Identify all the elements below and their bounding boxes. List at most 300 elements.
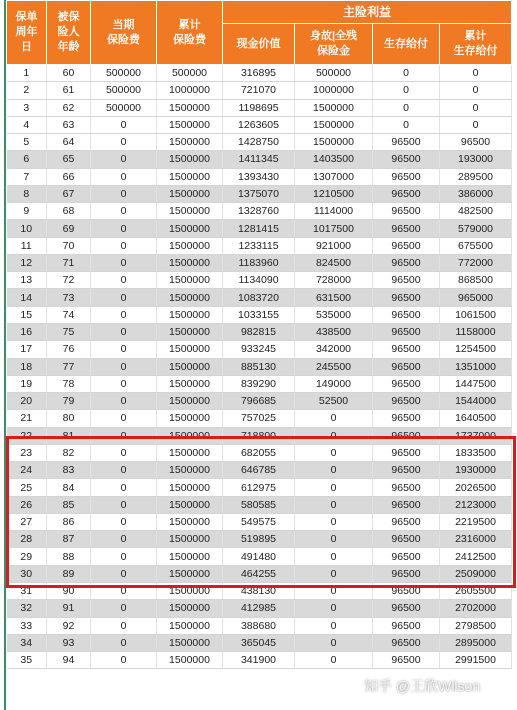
- cell-cumulative-survival: 2509000: [440, 565, 512, 582]
- cell-cumulative-premium: 1500000: [157, 185, 223, 202]
- cell-survival-benefit: 96500: [373, 203, 440, 220]
- cell-policy-year: 8: [7, 185, 47, 202]
- cell-death-disability: 631500: [295, 289, 373, 306]
- cell-current-premium: 0: [91, 496, 157, 513]
- cell-current-premium: 0: [91, 254, 157, 271]
- cell-insured-age: 85: [47, 496, 91, 513]
- cell-insured-age: 60: [47, 65, 91, 82]
- cell-cumulative-survival: 2123000: [440, 496, 512, 513]
- cell-cash-value: 388680: [223, 617, 295, 634]
- cell-survival-benefit: 96500: [373, 582, 440, 599]
- cell-survival-benefit: 96500: [373, 617, 440, 634]
- cell-current-premium: 0: [91, 220, 157, 237]
- benefit-table: [6, 0, 512, 669]
- cell-cumulative-survival: 2219500: [440, 513, 512, 530]
- cell-cumulative-premium: 1500000: [157, 168, 223, 185]
- cell-policy-year: 23: [7, 444, 47, 461]
- cell-cash-value: 718800: [223, 427, 295, 444]
- cell-cash-value: 682055: [223, 444, 295, 461]
- header-death-disability: 身故|全残 保险金: [295, 24, 373, 65]
- header-main-benefits: 主险利益: [223, 1, 512, 24]
- cell-insured-age: 72: [47, 272, 91, 289]
- cell-cumulative-premium: 500000: [157, 65, 223, 82]
- cell-cumulative-premium: 1500000: [157, 652, 223, 669]
- cell-cumulative-premium: 1500000: [157, 531, 223, 548]
- header-insured-age: 被保 险人 年龄: [47, 1, 91, 65]
- cell-death-disability: 535000: [295, 306, 373, 323]
- cell-survival-benefit: 96500: [373, 168, 440, 185]
- cell-cumulative-premium: 1500000: [157, 151, 223, 168]
- cell-current-premium: 0: [91, 634, 157, 651]
- cell-current-premium: 0: [91, 185, 157, 202]
- cell-insured-age: 63: [47, 116, 91, 133]
- cell-cumulative-premium: 1500000: [157, 358, 223, 375]
- cell-death-disability: 1017500: [295, 220, 373, 237]
- cell-current-premium: 0: [91, 444, 157, 461]
- cell-policy-year: 25: [7, 479, 47, 496]
- cell-insured-age: 76: [47, 341, 91, 358]
- cell-cumulative-survival: 1158000: [440, 323, 512, 340]
- cell-policy-year: 9: [7, 203, 47, 220]
- cell-insured-age: 87: [47, 531, 91, 548]
- table-row: [7, 410, 512, 427]
- cell-cash-value: 341900: [223, 652, 295, 669]
- cell-cumulative-survival: 772000: [440, 254, 512, 271]
- cell-current-premium: 0: [91, 237, 157, 254]
- cell-death-disability: 0: [295, 531, 373, 548]
- cell-cash-value: 316895: [223, 65, 295, 82]
- watermark: 知乎 @王欣Wilson: [364, 678, 481, 694]
- header-cash-value: 现金价值: [223, 24, 295, 65]
- cell-death-disability: 0: [295, 565, 373, 582]
- table-row: [7, 462, 512, 479]
- cell-cumulative-survival: 868500: [440, 272, 512, 289]
- cell-current-premium: 0: [91, 548, 157, 565]
- cell-cash-value: 1033155: [223, 306, 295, 323]
- cell-policy-year: 1: [7, 65, 47, 82]
- cell-cash-value: 1375070: [223, 185, 295, 202]
- cell-current-premium: 500000: [91, 99, 157, 116]
- cell-cumulative-premium: 1500000: [157, 116, 223, 133]
- cell-cumulative-survival: 2798500: [440, 617, 512, 634]
- table-row: [7, 341, 512, 358]
- cell-cumulative-premium: 1500000: [157, 134, 223, 151]
- cell-policy-year: 19: [7, 375, 47, 392]
- table-row: [7, 323, 512, 340]
- cell-cumulative-survival: 1351000: [440, 358, 512, 375]
- cell-survival-benefit: 96500: [373, 306, 440, 323]
- cell-cash-value: 933245: [223, 341, 295, 358]
- table-body: [7, 65, 512, 669]
- cell-cumulative-survival: 1447500: [440, 375, 512, 392]
- cell-survival-benefit: 96500: [373, 565, 440, 582]
- cell-policy-year: 14: [7, 289, 47, 306]
- cell-cash-value: 646785: [223, 462, 295, 479]
- cell-current-premium: 0: [91, 513, 157, 530]
- cell-survival-benefit: 96500: [373, 600, 440, 617]
- cell-cash-value: 1411345: [223, 151, 295, 168]
- cell-insured-age: 88: [47, 548, 91, 565]
- cell-cumulative-premium: 1500000: [157, 254, 223, 271]
- cell-survival-benefit: 96500: [373, 496, 440, 513]
- cell-current-premium: 0: [91, 565, 157, 582]
- cell-policy-year: 33: [7, 617, 47, 634]
- cell-policy-year: 28: [7, 531, 47, 548]
- cell-insured-age: 69: [47, 220, 91, 237]
- cell-cumulative-premium: 1500000: [157, 272, 223, 289]
- table-row: [7, 151, 512, 168]
- cell-death-disability: 1114000: [295, 203, 373, 220]
- cell-insured-age: 78: [47, 375, 91, 392]
- cell-policy-year: 16: [7, 323, 47, 340]
- cell-cash-value: 580585: [223, 496, 295, 513]
- cell-policy-year: 18: [7, 358, 47, 375]
- header-survival-benefit: 生存给付: [373, 24, 440, 65]
- cell-insured-age: 67: [47, 185, 91, 202]
- cell-cumulative-premium: 1500000: [157, 393, 223, 410]
- cell-cumulative-premium: 1500000: [157, 565, 223, 582]
- cell-insured-age: 77: [47, 358, 91, 375]
- cell-insured-age: 62: [47, 99, 91, 116]
- cell-cumulative-survival: 2702000: [440, 600, 512, 617]
- cell-policy-year: 4: [7, 116, 47, 133]
- cell-policy-year: 29: [7, 548, 47, 565]
- cell-survival-benefit: 96500: [373, 652, 440, 669]
- cell-death-disability: 728000: [295, 272, 373, 289]
- cell-insured-age: 66: [47, 168, 91, 185]
- cell-cumulative-survival: 2026500: [440, 479, 512, 496]
- cell-cumulative-survival: 482500: [440, 203, 512, 220]
- cell-policy-year: 5: [7, 134, 47, 151]
- cell-insured-age: 74: [47, 306, 91, 323]
- cell-policy-year: 27: [7, 513, 47, 530]
- table-row: [7, 393, 512, 410]
- table-row: [7, 617, 512, 634]
- cell-cash-value: 412985: [223, 600, 295, 617]
- cell-current-premium: 0: [91, 289, 157, 306]
- cell-cash-value: 1134090: [223, 272, 295, 289]
- cell-cash-value: 438130: [223, 582, 295, 599]
- cell-cumulative-premium: 1500000: [157, 220, 223, 237]
- cell-policy-year: 6: [7, 151, 47, 168]
- cell-death-disability: 1403500: [295, 151, 373, 168]
- cell-death-disability: 0: [295, 634, 373, 651]
- cell-current-premium: 0: [91, 116, 157, 133]
- table-row: [7, 168, 512, 185]
- cell-survival-benefit: 96500: [373, 358, 440, 375]
- cell-current-premium: 0: [91, 341, 157, 358]
- cell-cash-value: 1263605: [223, 116, 295, 133]
- cell-insured-age: 91: [47, 600, 91, 617]
- cell-death-disability: 824500: [295, 254, 373, 271]
- cell-cash-value: 1281415: [223, 220, 295, 237]
- cell-death-disability: 0: [295, 410, 373, 427]
- cell-survival-benefit: 96500: [373, 220, 440, 237]
- cell-insured-age: 68: [47, 203, 91, 220]
- table-row: [7, 82, 512, 99]
- cell-insured-age: 90: [47, 582, 91, 599]
- cell-cash-value: 721070: [223, 82, 295, 99]
- cell-survival-benefit: 0: [373, 116, 440, 133]
- cell-insured-age: 81: [47, 427, 91, 444]
- table-row: [7, 652, 512, 669]
- cell-cumulative-survival: 1254500: [440, 341, 512, 358]
- cell-survival-benefit: 0: [373, 82, 440, 99]
- cell-cumulative-survival: 675500: [440, 237, 512, 254]
- cell-insured-age: 71: [47, 254, 91, 271]
- cell-cumulative-survival: 1737000: [440, 427, 512, 444]
- cell-death-disability: 1500000: [295, 134, 373, 151]
- cell-cumulative-survival: 2895000: [440, 634, 512, 651]
- cell-cumulative-premium: 1500000: [157, 237, 223, 254]
- cell-current-premium: 0: [91, 323, 157, 340]
- table-row: [7, 513, 512, 530]
- cell-cash-value: 549575: [223, 513, 295, 530]
- cell-insured-age: 80: [47, 410, 91, 427]
- cell-cumulative-premium: 1500000: [157, 444, 223, 461]
- cell-death-disability: 1000000: [295, 82, 373, 99]
- cell-death-disability: 1500000: [295, 99, 373, 116]
- cell-survival-benefit: 96500: [373, 254, 440, 271]
- cell-insured-age: 86: [47, 513, 91, 530]
- cell-survival-benefit: 0: [373, 65, 440, 82]
- table-row: [7, 272, 512, 289]
- cell-survival-benefit: 96500: [373, 462, 440, 479]
- cell-survival-benefit: 96500: [373, 134, 440, 151]
- cell-insured-age: 89: [47, 565, 91, 582]
- cell-cumulative-premium: 1500000: [157, 548, 223, 565]
- cell-cumulative-premium: 1500000: [157, 634, 223, 651]
- cell-policy-year: 32: [7, 600, 47, 617]
- cell-current-premium: 0: [91, 410, 157, 427]
- cell-cumulative-survival: 2991500: [440, 652, 512, 669]
- table-row: [7, 306, 512, 323]
- cell-cash-value: 1428750: [223, 134, 295, 151]
- header-policy-year: 保单 周年 日: [7, 1, 47, 65]
- cell-insured-age: 61: [47, 82, 91, 99]
- cell-cash-value: 464255: [223, 565, 295, 582]
- cell-cumulative-premium: 1500000: [157, 375, 223, 392]
- cell-insured-age: 64: [47, 134, 91, 151]
- cell-survival-benefit: 96500: [373, 634, 440, 651]
- cell-current-premium: 0: [91, 168, 157, 185]
- cell-survival-benefit: 96500: [373, 341, 440, 358]
- cell-death-disability: 0: [295, 582, 373, 599]
- cell-cumulative-survival: 1833500: [440, 444, 512, 461]
- cell-cumulative-premium: 1500000: [157, 306, 223, 323]
- cell-death-disability: 0: [295, 462, 373, 479]
- cell-survival-benefit: 0: [373, 99, 440, 116]
- cell-cumulative-survival: 965000: [440, 289, 512, 306]
- cell-insured-age: 70: [47, 237, 91, 254]
- cell-cumulative-premium: 1500000: [157, 513, 223, 530]
- cell-cash-value: 796685: [223, 393, 295, 410]
- cell-cash-value: 1083720: [223, 289, 295, 306]
- cell-insured-age: 83: [47, 462, 91, 479]
- cell-current-premium: 0: [91, 479, 157, 496]
- cell-death-disability: 1307000: [295, 168, 373, 185]
- cell-survival-benefit: 96500: [373, 531, 440, 548]
- cell-cash-value: 612975: [223, 479, 295, 496]
- cell-policy-year: 24: [7, 462, 47, 479]
- header-cumulative-survival: 累计 生存给付: [440, 24, 512, 65]
- cell-cash-value: 1233115: [223, 237, 295, 254]
- cell-death-disability: 500000: [295, 65, 373, 82]
- cell-death-disability: 0: [295, 444, 373, 461]
- cell-cumulative-survival: 193000: [440, 151, 512, 168]
- cell-cash-value: 1393430: [223, 168, 295, 185]
- cell-survival-benefit: 96500: [373, 272, 440, 289]
- cell-insured-age: 84: [47, 479, 91, 496]
- cell-cumulative-premium: 1500000: [157, 203, 223, 220]
- cell-cumulative-survival: 2412500: [440, 548, 512, 565]
- cell-cumulative-survival: 1544000: [440, 393, 512, 410]
- table-row: [7, 531, 512, 548]
- cell-survival-benefit: 96500: [373, 185, 440, 202]
- cell-insured-age: 82: [47, 444, 91, 461]
- cell-cumulative-survival: 579000: [440, 220, 512, 237]
- cell-cumulative-premium: 1500000: [157, 582, 223, 599]
- cell-policy-year: 35: [7, 652, 47, 669]
- header-cumulative-premium: 累计 保险费: [157, 1, 223, 65]
- table-row: [7, 479, 512, 496]
- cell-survival-benefit: 96500: [373, 237, 440, 254]
- table-row: [7, 548, 512, 565]
- cell-survival-benefit: 96500: [373, 444, 440, 461]
- cell-death-disability: 0: [295, 427, 373, 444]
- cell-current-premium: 0: [91, 306, 157, 323]
- cell-cumulative-survival: 2605500: [440, 582, 512, 599]
- cell-insured-age: 93: [47, 634, 91, 651]
- table-row: [7, 375, 512, 392]
- table-row: [7, 496, 512, 513]
- cell-death-disability: 0: [295, 513, 373, 530]
- cell-cumulative-survival: 0: [440, 99, 512, 116]
- cell-cash-value: 519895: [223, 531, 295, 548]
- cell-cash-value: 757025: [223, 410, 295, 427]
- cell-current-premium: 0: [91, 203, 157, 220]
- cell-cumulative-survival: 1640500: [440, 410, 512, 427]
- table-row: [7, 254, 512, 271]
- cell-death-disability: 149000: [295, 375, 373, 392]
- cell-policy-year: 30: [7, 565, 47, 582]
- cell-policy-year: 17: [7, 341, 47, 358]
- cell-policy-year: 22: [7, 427, 47, 444]
- cell-current-premium: 0: [91, 652, 157, 669]
- cell-cumulative-premium: 1500000: [157, 496, 223, 513]
- cell-policy-year: 31: [7, 582, 47, 599]
- cell-survival-benefit: 96500: [373, 427, 440, 444]
- cell-policy-year: 20: [7, 393, 47, 410]
- cell-death-disability: 921000: [295, 237, 373, 254]
- cell-cumulative-survival: 0: [440, 65, 512, 82]
- cell-current-premium: 0: [91, 151, 157, 168]
- table-row: [7, 185, 512, 202]
- cell-cash-value: 491480: [223, 548, 295, 565]
- cell-cash-value: 839290: [223, 375, 295, 392]
- cell-policy-year: 3: [7, 99, 47, 116]
- table-row: [7, 116, 512, 133]
- cell-death-disability: 52500: [295, 393, 373, 410]
- cell-policy-year: 26: [7, 496, 47, 513]
- cell-death-disability: 1500000: [295, 116, 373, 133]
- cell-insured-age: 65: [47, 151, 91, 168]
- cell-cumulative-premium: 1500000: [157, 617, 223, 634]
- table-row: [7, 444, 512, 461]
- cell-survival-benefit: 96500: [373, 375, 440, 392]
- table-row: [7, 634, 512, 651]
- table-row: [7, 203, 512, 220]
- cell-current-premium: 0: [91, 531, 157, 548]
- cell-survival-benefit: 96500: [373, 151, 440, 168]
- cell-current-premium: 0: [91, 375, 157, 392]
- cell-survival-benefit: 96500: [373, 513, 440, 530]
- cell-cumulative-survival: 289500: [440, 168, 512, 185]
- cell-cumulative-survival: 0: [440, 116, 512, 133]
- cell-cumulative-premium: 1500000: [157, 600, 223, 617]
- cell-cumulative-premium: 1500000: [157, 410, 223, 427]
- table-row: [7, 358, 512, 375]
- cell-death-disability: 0: [295, 479, 373, 496]
- cell-cumulative-premium: 1500000: [157, 341, 223, 358]
- cell-cumulative-premium: 1500000: [157, 323, 223, 340]
- cell-insured-age: 79: [47, 393, 91, 410]
- cell-cumulative-premium: 1500000: [157, 479, 223, 496]
- table-row: [7, 65, 512, 82]
- policy-table-container: [4, 0, 512, 710]
- table-row: [7, 237, 512, 254]
- cell-policy-year: 13: [7, 272, 47, 289]
- cell-survival-benefit: 96500: [373, 393, 440, 410]
- cell-insured-age: 94: [47, 652, 91, 669]
- cell-cumulative-survival: 2316000: [440, 531, 512, 548]
- cell-cumulative-survival: 0: [440, 82, 512, 99]
- cell-policy-year: 12: [7, 254, 47, 271]
- cell-current-premium: 0: [91, 393, 157, 410]
- cell-cash-value: 365045: [223, 634, 295, 651]
- header-current-premium: 当期 保险费: [91, 1, 157, 65]
- cell-death-disability: 342000: [295, 341, 373, 358]
- cell-cumulative-survival: 386000: [440, 185, 512, 202]
- cell-cumulative-survival: 1061500: [440, 306, 512, 323]
- cell-cumulative-premium: 1500000: [157, 99, 223, 116]
- cell-death-disability: 0: [295, 496, 373, 513]
- cell-current-premium: 0: [91, 134, 157, 151]
- cell-cash-value: 982815: [223, 323, 295, 340]
- cell-death-disability: 245500: [295, 358, 373, 375]
- table-row: [7, 427, 512, 444]
- table-row: [7, 600, 512, 617]
- table-row: [7, 582, 512, 599]
- cell-survival-benefit: 96500: [373, 479, 440, 496]
- cell-death-disability: 1210500: [295, 185, 373, 202]
- cell-current-premium: 500000: [91, 65, 157, 82]
- cell-current-premium: 0: [91, 600, 157, 617]
- cell-cumulative-premium: 1500000: [157, 289, 223, 306]
- cell-death-disability: 438500: [295, 323, 373, 340]
- cell-survival-benefit: 96500: [373, 548, 440, 565]
- cell-current-premium: 0: [91, 582, 157, 599]
- cell-policy-year: 15: [7, 306, 47, 323]
- cell-policy-year: 2: [7, 82, 47, 99]
- table-row: [7, 289, 512, 306]
- table-row: [7, 565, 512, 582]
- cell-insured-age: 92: [47, 617, 91, 634]
- table-row: [7, 99, 512, 116]
- cell-cash-value: 1328760: [223, 203, 295, 220]
- cell-policy-year: 21: [7, 410, 47, 427]
- cell-policy-year: 7: [7, 168, 47, 185]
